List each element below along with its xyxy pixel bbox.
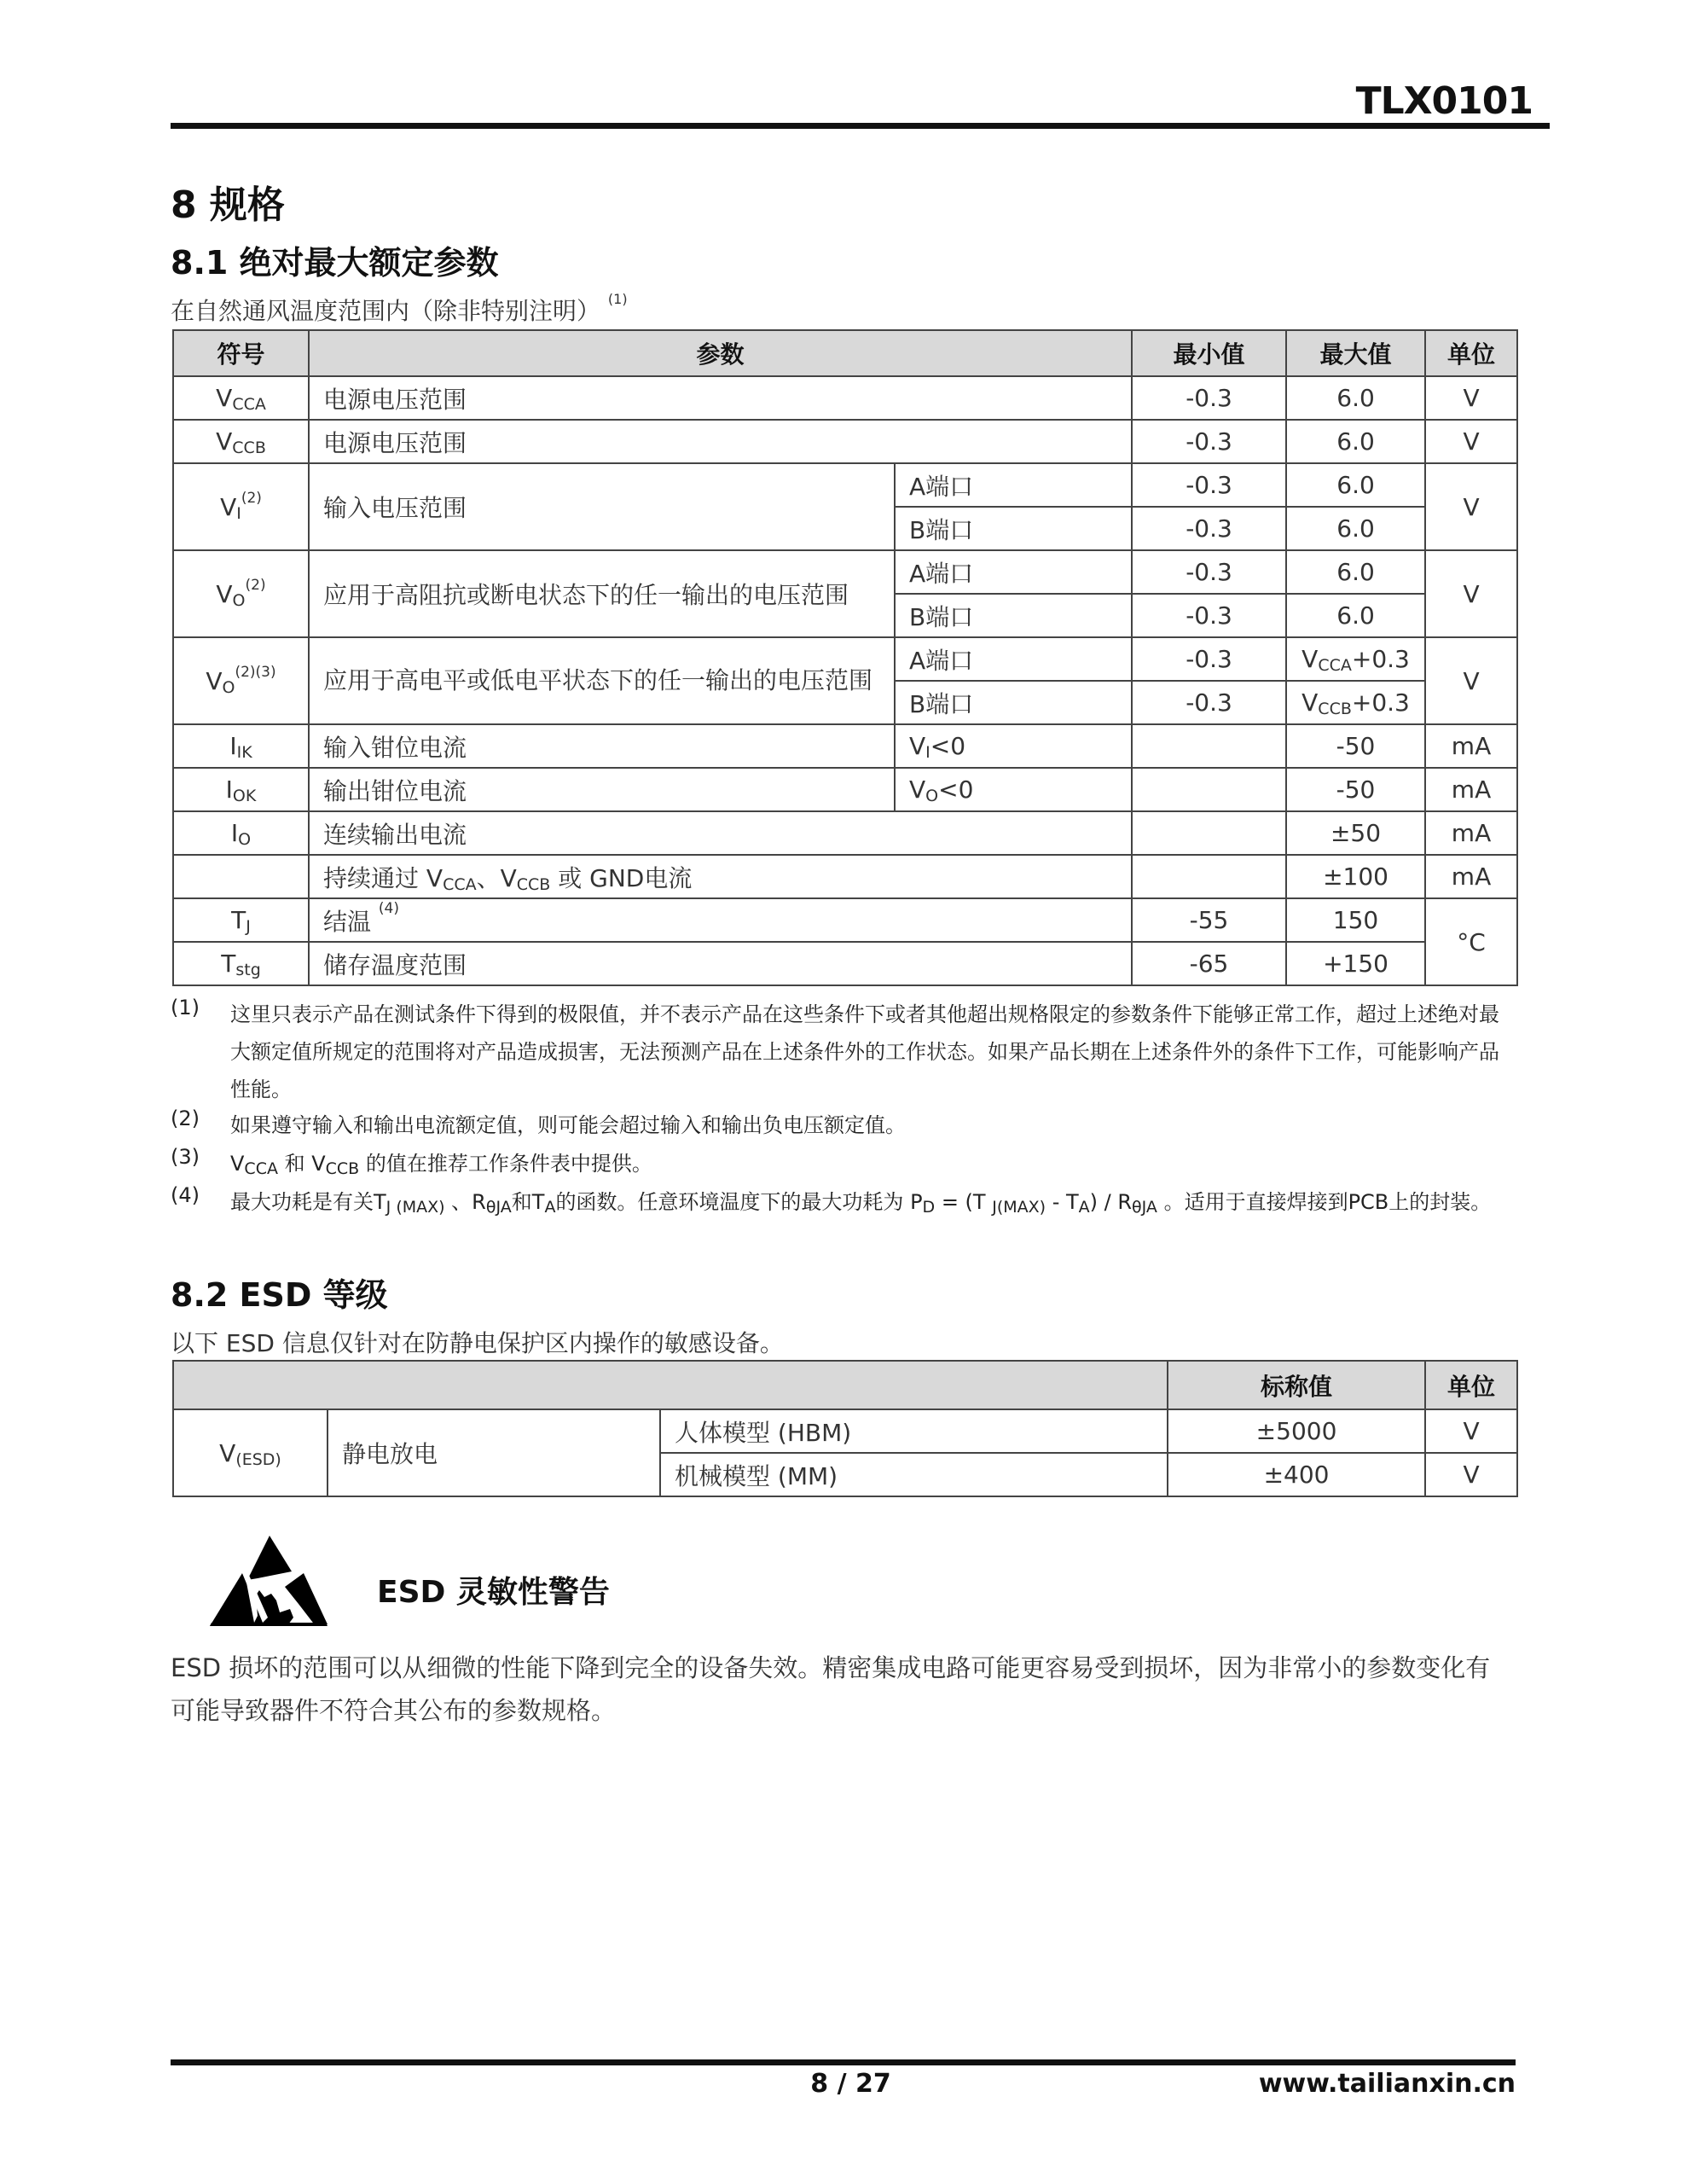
min-cell: -0.3 bbox=[1132, 550, 1286, 594]
header-unit: 单位 bbox=[1425, 1361, 1517, 1409]
max-cell: -50 bbox=[1286, 724, 1425, 768]
symbol-text: V bbox=[219, 1438, 236, 1467]
max-cell: ±50 bbox=[1286, 811, 1425, 855]
max-cell: 6.0 bbox=[1286, 376, 1425, 420]
symbol-subscript: CCB bbox=[232, 439, 266, 457]
symbol-subscript: J bbox=[246, 917, 251, 936]
max-cell: 6.0 bbox=[1286, 594, 1425, 637]
footnote-number: (1) bbox=[171, 996, 200, 1019]
text-part: 、R bbox=[444, 1190, 486, 1214]
symbol-subscript: O bbox=[238, 830, 252, 849]
page-number: 8 / 27 bbox=[810, 2069, 891, 2099]
min-cell: -0.3 bbox=[1132, 637, 1286, 681]
param-cell: 输出钳位电流 bbox=[309, 768, 895, 811]
symbol-cell bbox=[173, 811, 309, 855]
condition-cell bbox=[895, 724, 1132, 768]
condition-cell: A端口 bbox=[895, 463, 1132, 507]
footnote-1 bbox=[171, 996, 1518, 1108]
symbol-cell bbox=[173, 550, 309, 637]
symbol-text: I bbox=[230, 819, 239, 847]
unit-cell: V bbox=[1425, 376, 1517, 420]
symbol-cell bbox=[173, 942, 309, 985]
param-cell: 输入电压范围 bbox=[309, 463, 895, 550]
text-part: 的函数。任意环境温度下的最大功耗为 P bbox=[555, 1190, 923, 1214]
max-cell: 6.0 bbox=[1286, 507, 1425, 550]
abs-max-table bbox=[172, 329, 1518, 986]
footnote-text bbox=[230, 1145, 1518, 1184]
max-symbol: V bbox=[1301, 645, 1319, 673]
text-part: = (T bbox=[935, 1190, 993, 1214]
esd-sensitive-icon bbox=[208, 1534, 329, 1628]
param-text: 持续通过 V bbox=[323, 863, 443, 892]
footnote-text: 如果遵守输入和输出电流额定值，则可能会超过输入和输出负电压额定值。 bbox=[230, 1113, 906, 1137]
footnote-3 bbox=[171, 1145, 1518, 1182]
max-cell: 6.0 bbox=[1286, 463, 1425, 507]
subsection-heading-abs-max: 8.1 绝对最大额定参数 bbox=[171, 244, 499, 282]
max-subscript: CCB bbox=[1318, 700, 1352, 718]
unit-cell: mA bbox=[1425, 768, 1517, 811]
symbol-subscript: CCA bbox=[232, 395, 266, 414]
header-unit: 单位 bbox=[1425, 330, 1517, 376]
text-part: ) / R bbox=[1089, 1190, 1133, 1214]
symbol-cell bbox=[173, 1409, 328, 1496]
table-row bbox=[173, 376, 1517, 420]
text-part: 和 V bbox=[277, 1152, 326, 1176]
value-cell: ±400 bbox=[1168, 1453, 1425, 1496]
footnote-ref: (2)(3) bbox=[235, 663, 276, 681]
table-row bbox=[173, 898, 1517, 942]
min-cell: -0.3 bbox=[1132, 681, 1286, 724]
max-cell bbox=[1286, 637, 1425, 681]
param-cell bbox=[309, 898, 1132, 942]
max-cell: +150 bbox=[1286, 942, 1425, 985]
max-cell: 6.0 bbox=[1286, 420, 1425, 463]
table-row bbox=[173, 724, 1517, 768]
table-row bbox=[173, 1409, 1517, 1453]
model-cell: 人体模型 (HBM) bbox=[660, 1409, 1168, 1453]
symbol-text: V bbox=[216, 384, 233, 412]
footnote-ref: (2) bbox=[241, 489, 262, 507]
symbol-cell bbox=[173, 768, 309, 811]
footnote-number: (2) bbox=[171, 1107, 200, 1130]
param-text: 结温 bbox=[323, 907, 372, 936]
condition-subscript: O bbox=[925, 787, 939, 805]
table-row bbox=[173, 768, 1517, 811]
max-suffix: +0.3 bbox=[1351, 688, 1410, 717]
header-max: 最大值 bbox=[1286, 330, 1425, 376]
symbol-cell bbox=[173, 724, 309, 768]
min-cell bbox=[1132, 855, 1286, 898]
abs-max-subtitle-text: 在自然通风温度范围内（除非特别注明） bbox=[171, 297, 601, 325]
unit-cell: V bbox=[1425, 1453, 1517, 1496]
symbol-cell bbox=[173, 855, 309, 898]
condition-symbol: V bbox=[909, 775, 926, 804]
symbol-text: V bbox=[206, 666, 223, 695]
text-subscript: A bbox=[544, 1198, 556, 1217]
unit-cell: V bbox=[1425, 1409, 1517, 1453]
max-cell: -50 bbox=[1286, 768, 1425, 811]
min-cell: -0.3 bbox=[1132, 420, 1286, 463]
unit-cell: V bbox=[1425, 463, 1517, 550]
symbol-cell bbox=[173, 376, 309, 420]
text-part: - T bbox=[1046, 1190, 1079, 1214]
table-row bbox=[173, 550, 1517, 594]
condition-subscript: I bbox=[925, 743, 930, 762]
min-cell: -0.3 bbox=[1132, 507, 1286, 550]
value-cell: ±5000 bbox=[1168, 1409, 1425, 1453]
max-cell: 6.0 bbox=[1286, 550, 1425, 594]
unit-cell: V bbox=[1425, 637, 1517, 724]
website-link[interactable]: www.tailianxin.cn bbox=[1258, 2069, 1516, 2099]
symbol-subscript: OK bbox=[232, 787, 257, 805]
param-subscript: CCB bbox=[516, 874, 551, 894]
min-cell: -0.3 bbox=[1132, 594, 1286, 637]
unit-cell: °C bbox=[1425, 898, 1517, 985]
text-subscript: J (MAX) bbox=[386, 1198, 445, 1217]
symbol-subscript: (ESD) bbox=[235, 1449, 281, 1469]
unit-cell: mA bbox=[1425, 855, 1517, 898]
text-subscript: θJA bbox=[1132, 1198, 1157, 1217]
table-row bbox=[173, 855, 1517, 898]
footnote-4 bbox=[171, 1183, 1518, 1221]
model-cell: 机械模型 (MM) bbox=[660, 1453, 1168, 1496]
param-cell: 电源电压范围 bbox=[309, 376, 1132, 420]
symbol-subscript: I bbox=[236, 503, 241, 523]
table-header-row bbox=[173, 330, 1517, 376]
param-text: 或 GND电流 bbox=[550, 863, 693, 892]
text-subscript: J(MAX) bbox=[992, 1198, 1046, 1217]
esd-warning-title: ESD 灵敏性警告 bbox=[377, 1575, 610, 1610]
param-subscript: CCA bbox=[443, 874, 477, 894]
table-row bbox=[173, 463, 1517, 507]
header-min: 最小值 bbox=[1132, 330, 1286, 376]
unit-cell: mA bbox=[1425, 724, 1517, 768]
footnote-text bbox=[230, 1183, 1518, 1223]
footnote-2 bbox=[171, 1107, 1518, 1144]
param-cell: 应用于高阻抗或断电状态下的任一输出的电压范围 bbox=[309, 550, 895, 637]
text-part: V bbox=[230, 1152, 245, 1176]
condition-cell: A端口 bbox=[895, 637, 1132, 681]
text-part: 最大功耗是有关T bbox=[230, 1190, 386, 1214]
max-suffix: +0.3 bbox=[1351, 645, 1410, 673]
subsection-heading-esd: 8.2 ESD 等级 bbox=[171, 1276, 388, 1314]
param-cell: 电源电压范围 bbox=[309, 420, 1132, 463]
footnote-number: (4) bbox=[171, 1183, 200, 1207]
max-cell: 150 bbox=[1286, 898, 1425, 942]
max-cell: ±100 bbox=[1286, 855, 1425, 898]
param-cell: 储存温度范围 bbox=[309, 942, 1132, 985]
symbol-text: V bbox=[216, 427, 233, 456]
esd-warning-paragraph: ESD 损坏的范围可以从细微的性能下降到完全的设备失效。精密集成电路可能更容易受到损坏，因为非常小的参数变化有可能导致器件不符合其公布的参数规格。 bbox=[171, 1653, 1491, 1725]
document-title: TLX0101 bbox=[1355, 79, 1533, 123]
max-cell bbox=[1286, 681, 1425, 724]
esd-table bbox=[172, 1360, 1518, 1497]
header-param: 参数 bbox=[309, 330, 1132, 376]
condition-suffix: <0 bbox=[930, 732, 966, 760]
symbol-text: I bbox=[225, 775, 233, 804]
symbol-text: V bbox=[216, 579, 233, 608]
text-subscript: A bbox=[1078, 1198, 1090, 1217]
header-blank bbox=[173, 1361, 1168, 1409]
text-subscript: CCB bbox=[325, 1159, 360, 1178]
min-cell bbox=[1132, 768, 1286, 811]
footer-rule bbox=[171, 2059, 1516, 2065]
param-cell: 连续输出电流 bbox=[309, 811, 1132, 855]
header-symbol: 符号 bbox=[173, 330, 309, 376]
condition-cell: A端口 bbox=[895, 550, 1132, 594]
footnote-ref: (2) bbox=[245, 576, 266, 594]
symbol-cell bbox=[173, 637, 309, 724]
footnote-number: (3) bbox=[171, 1145, 200, 1169]
max-symbol: V bbox=[1301, 688, 1319, 717]
footnote-text: 这里只表示产品在测试条件下得到的极限值，并不表示产品在这些条件下或者其他超出规格限定的参数条件下能够正常工作，超过上述绝对最大额定值所规定的范围将对产品造成损害，无法预测产品在上述条件外的工作状态。如果产品长期在上述条件外的条件下工作，可能影响产品性能。 bbox=[230, 1002, 1499, 1101]
table-header-row bbox=[173, 1361, 1517, 1409]
unit-cell: V bbox=[1425, 550, 1517, 637]
symbol-cell bbox=[173, 420, 309, 463]
text-subscript: CCA bbox=[244, 1159, 278, 1178]
text-part: 的值在推荐工作条件表中提供。 bbox=[359, 1152, 652, 1176]
condition-cell bbox=[895, 768, 1132, 811]
symbol-text: T bbox=[231, 906, 246, 934]
param-cell: 输入钳位电流 bbox=[309, 724, 895, 768]
table-row bbox=[173, 942, 1517, 985]
max-subscript: CCA bbox=[1318, 656, 1352, 675]
table-row bbox=[173, 637, 1517, 681]
symbol-subscript: stg bbox=[235, 961, 261, 979]
footnote-ref: (1) bbox=[607, 291, 628, 307]
table-row bbox=[173, 811, 1517, 855]
min-cell: -55 bbox=[1132, 898, 1286, 942]
symbol-cell bbox=[173, 898, 309, 942]
symbol-text: I bbox=[229, 732, 237, 760]
min-cell bbox=[1132, 811, 1286, 855]
section-heading: 8 规格 bbox=[171, 183, 285, 227]
symbol-cell bbox=[173, 463, 309, 550]
param-text: 、V bbox=[476, 863, 517, 892]
condition-cell: B端口 bbox=[895, 681, 1132, 724]
unit-cell: V bbox=[1425, 420, 1517, 463]
text-subscript: D bbox=[922, 1198, 936, 1217]
symbol-text: T bbox=[221, 950, 236, 978]
symbol-subscript: O bbox=[232, 590, 246, 610]
condition-cell: B端口 bbox=[895, 594, 1132, 637]
symbol-text: V bbox=[220, 492, 237, 521]
param-cell: 静电放电 bbox=[328, 1409, 660, 1496]
symbol-subscript: O bbox=[222, 677, 235, 697]
min-cell bbox=[1132, 724, 1286, 768]
text-subscript: θJA bbox=[485, 1198, 512, 1217]
param-cell: 应用于高电平或低电平状态下的任一输出的电压范围 bbox=[309, 637, 895, 724]
condition-suffix: <0 bbox=[938, 775, 974, 804]
footnote-ref: (4) bbox=[378, 899, 400, 917]
esd-subtitle: 以下 ESD 信息仅针对在防静电保护区内操作的敏感设备。 bbox=[171, 1329, 784, 1357]
condition-symbol: V bbox=[909, 732, 926, 760]
text-part: 。适用于直接焊接到PCB上的封装。 bbox=[1157, 1190, 1492, 1214]
header-nominal: 标称值 bbox=[1168, 1361, 1425, 1409]
condition-cell: B端口 bbox=[895, 507, 1132, 550]
header-rule bbox=[171, 123, 1550, 129]
text-part: 和T bbox=[511, 1190, 545, 1214]
symbol-subscript: IK bbox=[236, 743, 252, 762]
min-cell: -65 bbox=[1132, 942, 1286, 985]
abs-max-subtitle bbox=[171, 293, 628, 327]
param-cell bbox=[309, 855, 1132, 898]
min-cell: -0.3 bbox=[1132, 376, 1286, 420]
min-cell: -0.3 bbox=[1132, 463, 1286, 507]
unit-cell: mA bbox=[1425, 811, 1517, 855]
table-row bbox=[173, 420, 1517, 463]
